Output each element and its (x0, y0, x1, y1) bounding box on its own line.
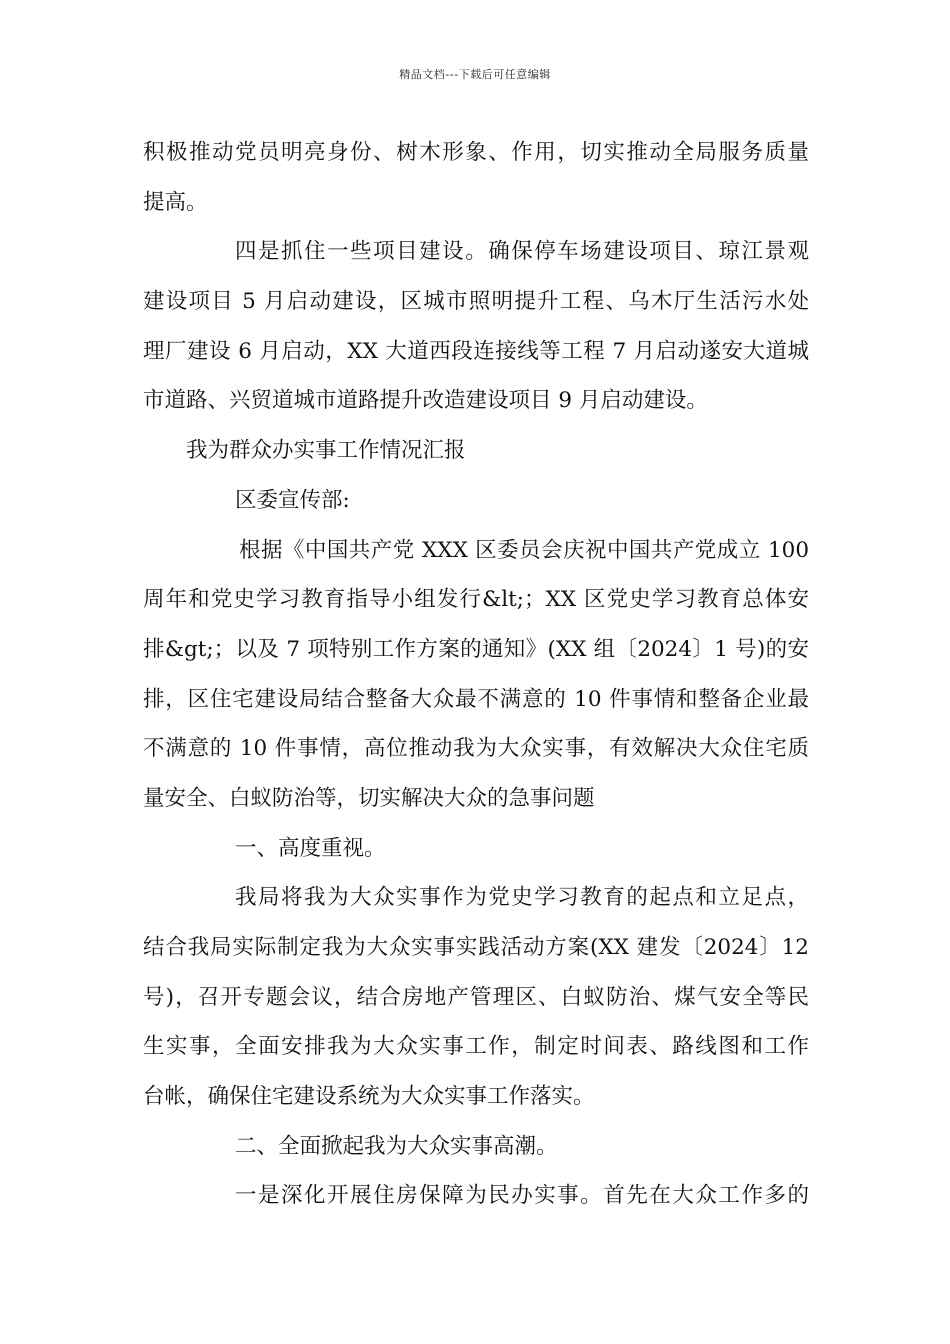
text-line: 周年和党史学习教育指导小组发行&lt;；XX 区党史学习教育总体安 (143, 587, 809, 613)
heading-two: 二、全面掀起我为大众实事高潮。 (235, 1133, 558, 1159)
text-line: 号)，召开专题会议，结合房地产管理区、白蚁防治、煤气安全等民 (143, 984, 809, 1010)
text-line: 提高。 (143, 189, 208, 215)
section-title: 我为群众办实事工作情况汇报 (186, 438, 466, 464)
text-line: 生实事，全面安排我为大众实事工作，制定时间表、路线图和工作 (143, 1034, 809, 1060)
text-line: 根据《中国共产党 XXX 区委员会庆祝中国共产党成立 100 (239, 537, 809, 563)
page-header: 精品文档---下载后可任意编辑 (399, 68, 551, 81)
text-line: 量安全、白蚁防治等，切实解决大众的急事问题 (143, 785, 595, 811)
text-line: 建设项目 5 月启动建设，区城市照明提升工程、乌木厅生活污水处 (143, 289, 809, 315)
text-line: 我局将我为大众实事作为党史学习教育的起点和立足点， (235, 885, 809, 911)
text-line: 市道路、兴贸道城市道路提升改造建设项目 9 月启动建设。 (143, 388, 708, 414)
document-body (143, 128, 809, 1221)
text-line: 排&gt;；以及 7 项特别工作方案的通知》(XX 组〔2024〕1 号)的安 (143, 636, 809, 662)
text-line: 结合我局实际制定我为大众实事实践活动方案(XX 建发〔2024〕12 (143, 935, 809, 960)
text-line: 一是深化开展住房保障为民办实事。首先在大众工作多的 (235, 1183, 809, 1209)
text-line: 理厂建设 6 月启动，XX 大道西段连接线等工程 7 月启动遂安大道城 (143, 338, 809, 364)
heading-one: 一、高度重视。 (235, 835, 386, 861)
addressee: 区委宣传部: (235, 487, 350, 513)
text-line: 排，区住宅建设局结合整备大众最不满意的 10 件事情和整备企业最 (143, 686, 809, 712)
text-line: 积极推动党员明亮身份、树木形象、作用，切实推动全局服务质量 (143, 140, 809, 165)
text-line: 四是抓住一些项目建设。确保停车场建设项目、琼江景观 (235, 239, 809, 265)
text-line: 台帐，确保住宅建设系统为大众实事工作落实。 (143, 1084, 595, 1110)
text-line: 不满意的 10 件事情，高位推动我为大众实事，有效解决大众住宅质 (143, 736, 809, 762)
